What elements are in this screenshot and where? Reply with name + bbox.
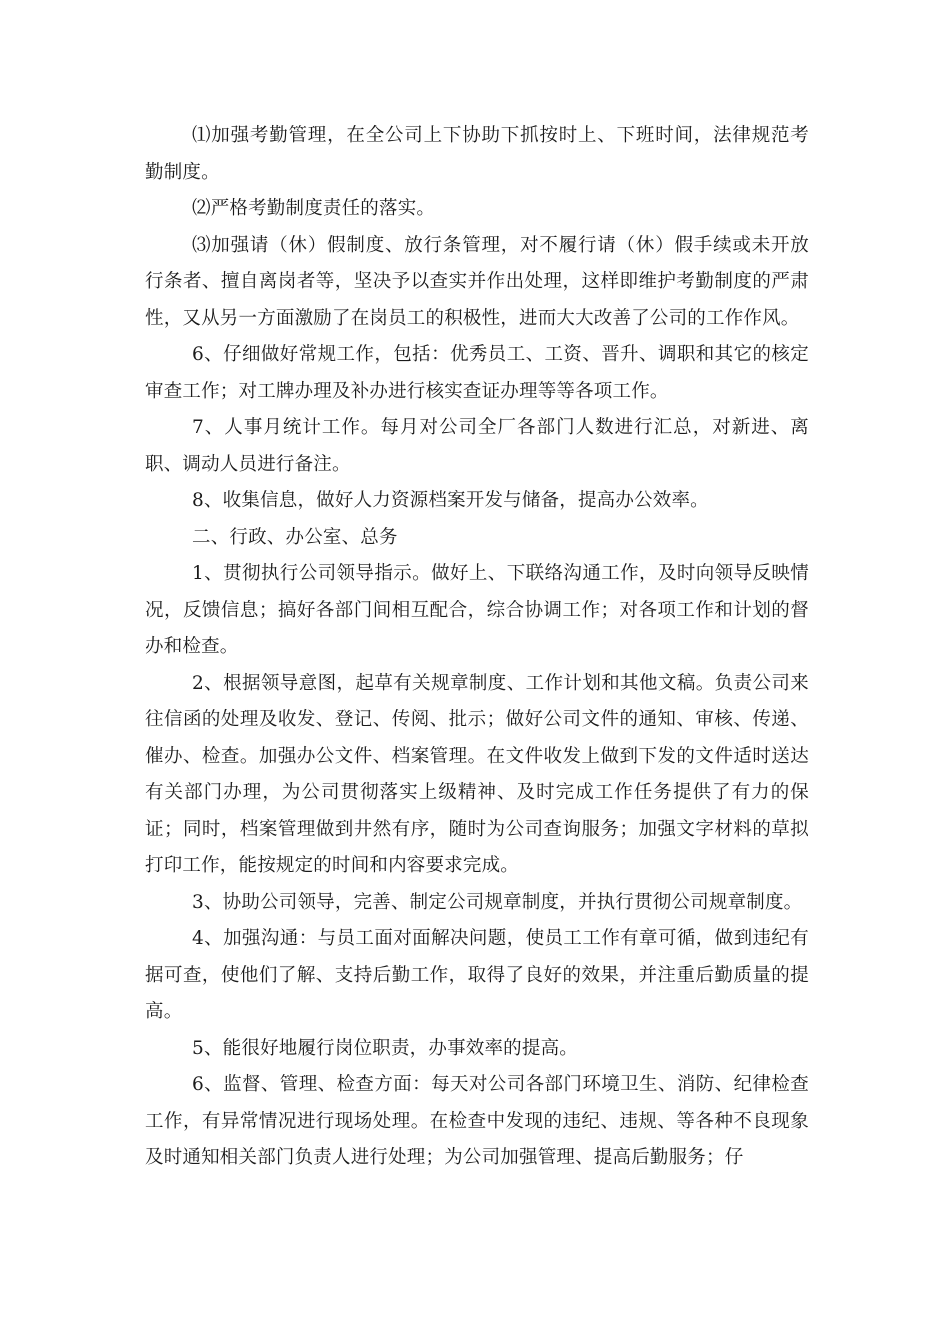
paragraph-leave-and-pass-management: ⑶加强请（休）假制度、放行条管理，对不履行请（休）假手续或未开放行条者、擅自离岗者等，坚决予以查实并作出处理，这样即维护考勤制度的严肃性，又从另一方面激励了在岗员工的积极性，进而大大改善了公司的工作作风。 xyxy=(145,234,809,329)
paragraph-supervision-inspection: 6、监督、管理、检查方面：每天对公司各部门环境卫生、消防、纪律检查工作，有异常情况进行现场处理。在检查中发现的违纪、违规、等各种不良现象及时通知相关部门负责人进行处理；为公司加强管理、提高后勤服务；仔 xyxy=(145,1074,809,1168)
section-heading-admin-office: 二、行政、办公室、总务 xyxy=(192,526,398,548)
paragraph-communication: 4、加强沟通：与员工面对面解决问题，使员工工作有章可循，做到违纪有据可查，使他们了解、支持后勤工作，取得了良好的效果，并注重后勤质量的提高。 xyxy=(145,928,809,1022)
paragraph-regulations: 3、协助公司领导，完善、制定公司规章制度，并执行贯彻公司规章制度。 xyxy=(192,891,803,913)
paragraph-routine-work: 6、仔细做好常规工作，包括：优秀员工、工资、晋升、调职和其它的核定审查工作；对工牌办理及补办进行核实查证办理等等各项工作。 xyxy=(145,344,809,402)
paragraph-drafting-documents: 2、根据领导意图，起草有关规章制度、工作计划和其他文稿。负责公司来往信函的处理及收发、登记、传阅、批示；做好公司文件的通知、审核、传递、催办、检查。加强办公文件、档案管理。在文件收发上做到下发的文件适时送达有关部门办理，为公司贯彻落实上级精神、及时完成工作任务提供了有力的保证；同时，档案管理做到井然有序，随时为公司查询服务；加强文字材料的草拟打印工作，能按规定的时间和内容要求完成。 xyxy=(145,672,809,876)
paragraph-implement-instructions: 1、贯彻执行公司领导指示。做好上、下联络沟通工作，及时向领导反映情况，反馈信息；搞好各部门间相互配合，综合协调工作；对各项工作和计划的督办和检查。 xyxy=(145,563,809,657)
paragraph-attendance-responsibility: ⑵严格考勤制度责任的落实。 xyxy=(192,198,436,219)
paragraph-monthly-statistics: 7、人事月统计工作。每月对公司全厂各部门人数进行汇总，对新进、离职、调动人员进行备注。 xyxy=(145,417,809,475)
paragraph-attendance-management: ⑴加强考勤管理，在全公司上下协助下抓按时上、下班时间，法律规范考勤制度。 xyxy=(145,125,809,183)
paragraph-job-duties: 5、能很好地履行岗位职责，办事效率的提高。 xyxy=(192,1037,578,1059)
document-body xyxy=(145,118,809,1177)
paragraph-collect-information: 8、收集信息，做好人力资源档案开发与储备，提高办公效率。 xyxy=(192,490,709,511)
